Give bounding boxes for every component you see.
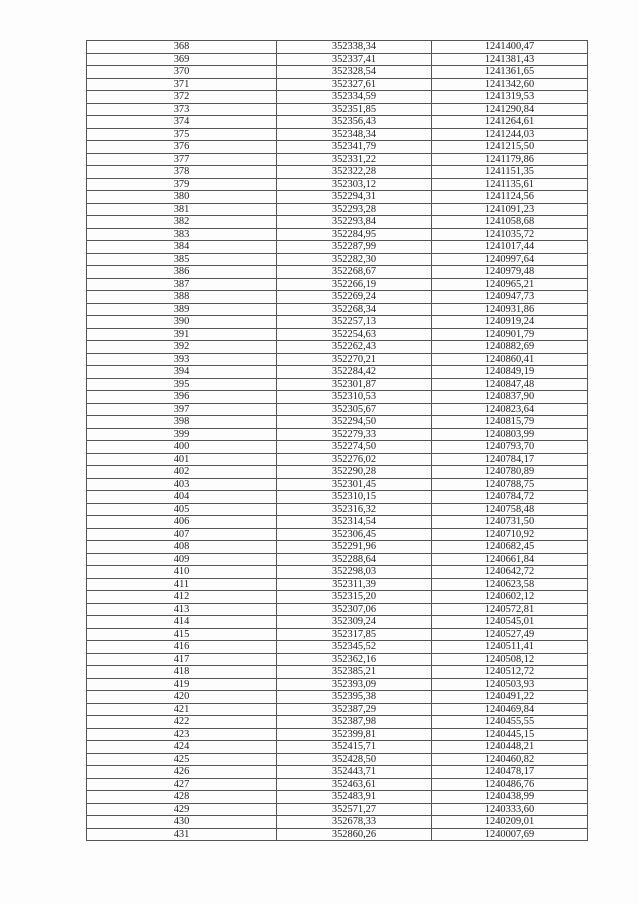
y-coordinate-cell: 1241179,86	[432, 153, 588, 166]
table-row	[87, 441, 588, 454]
y-coordinate-cell: 1240901,79	[432, 328, 588, 341]
y-coordinate-cell: 1241215,50	[432, 141, 588, 154]
point-number-cell: 407	[87, 528, 277, 541]
table-row	[87, 666, 588, 679]
y-coordinate-cell: 1240508,12	[432, 653, 588, 666]
point-number-cell: 416	[87, 641, 277, 654]
x-coordinate-cell: 352276,02	[277, 453, 432, 466]
y-coordinate-cell: 1240784,17	[432, 453, 588, 466]
x-coordinate-cell: 352291,96	[277, 541, 432, 554]
x-coordinate-cell: 352571,27	[277, 803, 432, 816]
x-coordinate-cell: 352362,16	[277, 653, 432, 666]
y-coordinate-cell: 1240849,19	[432, 366, 588, 379]
x-coordinate-cell: 352274,50	[277, 441, 432, 454]
x-coordinate-cell: 352270,21	[277, 353, 432, 366]
x-coordinate-cell: 352395,38	[277, 691, 432, 704]
point-number-cell: 381	[87, 203, 277, 216]
x-coordinate-cell: 352254,63	[277, 328, 432, 341]
table-row	[87, 491, 588, 504]
table-row	[87, 353, 588, 366]
point-number-cell: 412	[87, 591, 277, 604]
x-coordinate-cell: 352327,61	[277, 78, 432, 91]
x-coordinate-cell: 352483,91	[277, 791, 432, 804]
table-row	[87, 616, 588, 629]
y-coordinate-cell: 1240815,79	[432, 416, 588, 429]
y-coordinate-cell: 1240860,41	[432, 353, 588, 366]
y-coordinate-cell: 1241151,35	[432, 166, 588, 179]
table-row	[87, 653, 588, 666]
y-coordinate-cell: 1240455,55	[432, 716, 588, 729]
x-coordinate-cell: 352385,21	[277, 666, 432, 679]
x-coordinate-cell: 352415,71	[277, 741, 432, 754]
y-coordinate-cell: 1240503,93	[432, 678, 588, 691]
x-coordinate-cell: 352279,33	[277, 428, 432, 441]
y-coordinate-cell: 1240997,64	[432, 253, 588, 266]
x-coordinate-cell: 352266,19	[277, 278, 432, 291]
x-coordinate-cell: 352282,30	[277, 253, 432, 266]
table-row	[87, 141, 588, 154]
table-row	[87, 153, 588, 166]
point-number-cell: 378	[87, 166, 277, 179]
point-number-cell: 392	[87, 341, 277, 354]
point-number-cell: 394	[87, 366, 277, 379]
table-row	[87, 316, 588, 329]
y-coordinate-cell: 1240823,64	[432, 403, 588, 416]
y-coordinate-cell: 1240847,48	[432, 378, 588, 391]
y-coordinate-cell: 1240837,90	[432, 391, 588, 404]
point-number-cell: 399	[87, 428, 277, 441]
table-row	[87, 278, 588, 291]
x-coordinate-cell: 352298,03	[277, 566, 432, 579]
y-coordinate-cell: 1241319,53	[432, 91, 588, 104]
point-number-cell: 421	[87, 703, 277, 716]
y-coordinate-cell: 1240793,70	[432, 441, 588, 454]
table-row	[87, 203, 588, 216]
y-coordinate-cell: 1241124,56	[432, 191, 588, 204]
table-row	[87, 291, 588, 304]
point-number-cell: 430	[87, 816, 277, 829]
x-coordinate-cell: 352268,34	[277, 303, 432, 316]
point-number-cell: 393	[87, 353, 277, 366]
y-coordinate-cell: 1241058,68	[432, 216, 588, 229]
table-row	[87, 416, 588, 429]
point-number-cell: 375	[87, 128, 277, 141]
point-number-cell: 415	[87, 628, 277, 641]
x-coordinate-cell: 352284,95	[277, 228, 432, 241]
x-coordinate-cell: 352338,34	[277, 41, 432, 54]
table-row	[87, 803, 588, 816]
table-row	[87, 753, 588, 766]
table-row	[87, 166, 588, 179]
y-coordinate-cell: 1240788,75	[432, 478, 588, 491]
y-coordinate-cell: 1240445,15	[432, 728, 588, 741]
table-row	[87, 378, 588, 391]
table-row	[87, 703, 588, 716]
point-number-cell: 401	[87, 453, 277, 466]
table-row	[87, 466, 588, 479]
y-coordinate-cell: 1240491,22	[432, 691, 588, 704]
x-coordinate-cell: 352351,85	[277, 103, 432, 116]
x-coordinate-cell: 352262,43	[277, 341, 432, 354]
table-row	[87, 116, 588, 129]
y-coordinate-cell: 1240780,89	[432, 466, 588, 479]
y-coordinate-cell: 1240007,69	[432, 828, 588, 841]
table-row	[87, 691, 588, 704]
y-coordinate-cell: 1241091,23	[432, 203, 588, 216]
table-row	[87, 741, 588, 754]
y-coordinate-cell: 1240478,17	[432, 766, 588, 779]
point-number-cell: 390	[87, 316, 277, 329]
y-coordinate-cell: 1240642,72	[432, 566, 588, 579]
table-row	[87, 628, 588, 641]
point-number-cell: 395	[87, 378, 277, 391]
y-coordinate-cell: 1240623,58	[432, 578, 588, 591]
table-row	[87, 816, 588, 829]
y-coordinate-cell: 1240486,76	[432, 778, 588, 791]
x-coordinate-cell: 352294,50	[277, 416, 432, 429]
point-number-cell: 376	[87, 141, 277, 154]
point-number-cell: 370	[87, 66, 277, 79]
x-coordinate-cell: 352306,45	[277, 528, 432, 541]
y-coordinate-cell: 1240572,81	[432, 603, 588, 616]
point-number-cell: 400	[87, 441, 277, 454]
point-number-cell: 403	[87, 478, 277, 491]
x-coordinate-cell: 352356,43	[277, 116, 432, 129]
point-number-cell: 420	[87, 691, 277, 704]
x-coordinate-cell: 352387,98	[277, 716, 432, 729]
point-number-cell: 373	[87, 103, 277, 116]
y-coordinate-cell: 1240931,86	[432, 303, 588, 316]
table-row	[87, 341, 588, 354]
y-coordinate-cell: 1240882,69	[432, 341, 588, 354]
x-coordinate-cell: 352334,59	[277, 91, 432, 104]
table-row	[87, 78, 588, 91]
x-coordinate-cell: 352341,79	[277, 141, 432, 154]
x-coordinate-cell: 352268,67	[277, 266, 432, 279]
x-coordinate-cell: 352315,20	[277, 591, 432, 604]
table-row	[87, 553, 588, 566]
table-row	[87, 391, 588, 404]
x-coordinate-cell: 352316,32	[277, 503, 432, 516]
y-coordinate-cell: 1240438,99	[432, 791, 588, 804]
point-number-cell: 404	[87, 491, 277, 504]
x-coordinate-cell: 352284,42	[277, 366, 432, 379]
y-coordinate-cell: 1240333,60	[432, 803, 588, 816]
y-coordinate-cell: 1241342,60	[432, 78, 588, 91]
table-row	[87, 191, 588, 204]
table-row	[87, 528, 588, 541]
table-row	[87, 503, 588, 516]
point-number-cell: 405	[87, 503, 277, 516]
table-row	[87, 716, 588, 729]
x-coordinate-cell: 352314,54	[277, 516, 432, 529]
x-coordinate-cell: 352337,41	[277, 53, 432, 66]
x-coordinate-cell: 352257,13	[277, 316, 432, 329]
point-number-cell: 417	[87, 653, 277, 666]
point-number-cell: 422	[87, 716, 277, 729]
table-row	[87, 778, 588, 791]
y-coordinate-cell: 1241244,03	[432, 128, 588, 141]
y-coordinate-cell: 1240448,21	[432, 741, 588, 754]
point-number-cell: 374	[87, 116, 277, 129]
x-coordinate-cell: 352345,52	[277, 641, 432, 654]
x-coordinate-cell: 352310,53	[277, 391, 432, 404]
table-row	[87, 228, 588, 241]
x-coordinate-cell: 352399,81	[277, 728, 432, 741]
point-number-cell: 388	[87, 291, 277, 304]
table-row	[87, 241, 588, 254]
x-coordinate-cell: 352331,22	[277, 153, 432, 166]
table-row	[87, 66, 588, 79]
x-coordinate-cell: 352463,61	[277, 778, 432, 791]
x-coordinate-cell: 352322,28	[277, 166, 432, 179]
table-row	[87, 216, 588, 229]
x-coordinate-cell: 352393,09	[277, 678, 432, 691]
y-coordinate-cell: 1240527,49	[432, 628, 588, 641]
y-coordinate-cell: 1240965,21	[432, 278, 588, 291]
table-row	[87, 641, 588, 654]
x-coordinate-cell: 352348,34	[277, 128, 432, 141]
point-number-cell: 387	[87, 278, 277, 291]
point-number-cell: 371	[87, 78, 277, 91]
table-row	[87, 403, 588, 416]
table-row	[87, 128, 588, 141]
point-number-cell: 368	[87, 41, 277, 54]
y-coordinate-cell: 1240758,48	[432, 503, 588, 516]
point-number-cell: 377	[87, 153, 277, 166]
x-coordinate-cell: 352678,33	[277, 816, 432, 829]
table-row	[87, 591, 588, 604]
point-number-cell: 385	[87, 253, 277, 266]
table-row	[87, 41, 588, 54]
x-coordinate-cell: 352269,24	[277, 291, 432, 304]
point-number-cell: 383	[87, 228, 277, 241]
x-coordinate-cell: 352293,28	[277, 203, 432, 216]
y-coordinate-cell: 1240803,99	[432, 428, 588, 441]
y-coordinate-cell: 1240784,72	[432, 491, 588, 504]
coordinates-table-body	[87, 41, 588, 841]
point-number-cell: 369	[87, 53, 277, 66]
point-number-cell: 389	[87, 303, 277, 316]
y-coordinate-cell: 1241035,72	[432, 228, 588, 241]
table-row	[87, 541, 588, 554]
x-coordinate-cell: 352310,15	[277, 491, 432, 504]
table-row	[87, 103, 588, 116]
table-row	[87, 678, 588, 691]
x-coordinate-cell: 352294,31	[277, 191, 432, 204]
table-row	[87, 428, 588, 441]
point-number-cell: 406	[87, 516, 277, 529]
point-number-cell: 409	[87, 553, 277, 566]
y-coordinate-cell: 1240947,73	[432, 291, 588, 304]
x-coordinate-cell: 352307,06	[277, 603, 432, 616]
point-number-cell: 396	[87, 391, 277, 404]
x-coordinate-cell: 352311,39	[277, 578, 432, 591]
point-number-cell: 384	[87, 241, 277, 254]
point-number-cell: 386	[87, 266, 277, 279]
y-coordinate-cell: 1240682,45	[432, 541, 588, 554]
y-coordinate-cell: 1240710,92	[432, 528, 588, 541]
table-row	[87, 728, 588, 741]
x-coordinate-cell: 352443,71	[277, 766, 432, 779]
table-row	[87, 253, 588, 266]
y-coordinate-cell: 1241017,44	[432, 241, 588, 254]
table-row	[87, 828, 588, 841]
y-coordinate-cell: 1240731,50	[432, 516, 588, 529]
y-coordinate-cell: 1241381,43	[432, 53, 588, 66]
point-number-cell: 398	[87, 416, 277, 429]
table-row	[87, 766, 588, 779]
x-coordinate-cell: 352293,84	[277, 216, 432, 229]
point-number-cell: 431	[87, 828, 277, 841]
point-number-cell: 372	[87, 91, 277, 104]
y-coordinate-cell: 1241264,61	[432, 116, 588, 129]
table-row	[87, 566, 588, 579]
point-number-cell: 382	[87, 216, 277, 229]
table-row	[87, 266, 588, 279]
x-coordinate-cell: 352305,67	[277, 403, 432, 416]
table-row	[87, 478, 588, 491]
x-coordinate-cell: 352428,50	[277, 753, 432, 766]
x-coordinate-cell: 352303,12	[277, 178, 432, 191]
point-number-cell: 402	[87, 466, 277, 479]
point-number-cell: 410	[87, 566, 277, 579]
y-coordinate-cell: 1240979,48	[432, 266, 588, 279]
point-number-cell: 424	[87, 741, 277, 754]
point-number-cell: 380	[87, 191, 277, 204]
y-coordinate-cell: 1240511,41	[432, 641, 588, 654]
point-number-cell: 418	[87, 666, 277, 679]
y-coordinate-cell: 1240919,24	[432, 316, 588, 329]
x-coordinate-cell: 352309,24	[277, 616, 432, 629]
point-number-cell: 414	[87, 616, 277, 629]
table-row	[87, 303, 588, 316]
x-coordinate-cell: 352287,99	[277, 241, 432, 254]
point-number-cell: 428	[87, 791, 277, 804]
table-row	[87, 516, 588, 529]
y-coordinate-cell: 1240512,72	[432, 666, 588, 679]
point-number-cell: 419	[87, 678, 277, 691]
y-coordinate-cell: 1240545,01	[432, 616, 588, 629]
table-row	[87, 578, 588, 591]
table-row	[87, 453, 588, 466]
x-coordinate-cell: 352301,87	[277, 378, 432, 391]
y-coordinate-cell: 1241290,84	[432, 103, 588, 116]
table-row	[87, 91, 588, 104]
point-number-cell: 426	[87, 766, 277, 779]
table-row	[87, 53, 588, 66]
y-coordinate-cell: 1241361,65	[432, 66, 588, 79]
point-number-cell: 411	[87, 578, 277, 591]
y-coordinate-cell: 1240602,12	[432, 591, 588, 604]
point-number-cell: 429	[87, 803, 277, 816]
table-row	[87, 791, 588, 804]
point-number-cell: 423	[87, 728, 277, 741]
y-coordinate-cell: 1240661,84	[432, 553, 588, 566]
point-number-cell: 391	[87, 328, 277, 341]
point-number-cell: 427	[87, 778, 277, 791]
table-row	[87, 178, 588, 191]
y-coordinate-cell: 1241135,61	[432, 178, 588, 191]
table-row	[87, 603, 588, 616]
coordinates-table	[86, 40, 588, 841]
y-coordinate-cell: 1240469,84	[432, 703, 588, 716]
x-coordinate-cell: 352387,29	[277, 703, 432, 716]
point-number-cell: 397	[87, 403, 277, 416]
y-coordinate-cell: 1240209,01	[432, 816, 588, 829]
x-coordinate-cell: 352290,28	[277, 466, 432, 479]
x-coordinate-cell: 352860,26	[277, 828, 432, 841]
point-number-cell: 408	[87, 541, 277, 554]
y-coordinate-cell: 1241400,47	[432, 41, 588, 54]
x-coordinate-cell: 352288,64	[277, 553, 432, 566]
table-row	[87, 366, 588, 379]
point-number-cell: 379	[87, 178, 277, 191]
point-number-cell: 425	[87, 753, 277, 766]
x-coordinate-cell: 352328,54	[277, 66, 432, 79]
x-coordinate-cell: 352317,85	[277, 628, 432, 641]
y-coordinate-cell: 1240460,82	[432, 753, 588, 766]
point-number-cell: 413	[87, 603, 277, 616]
table-row	[87, 328, 588, 341]
x-coordinate-cell: 352301,45	[277, 478, 432, 491]
